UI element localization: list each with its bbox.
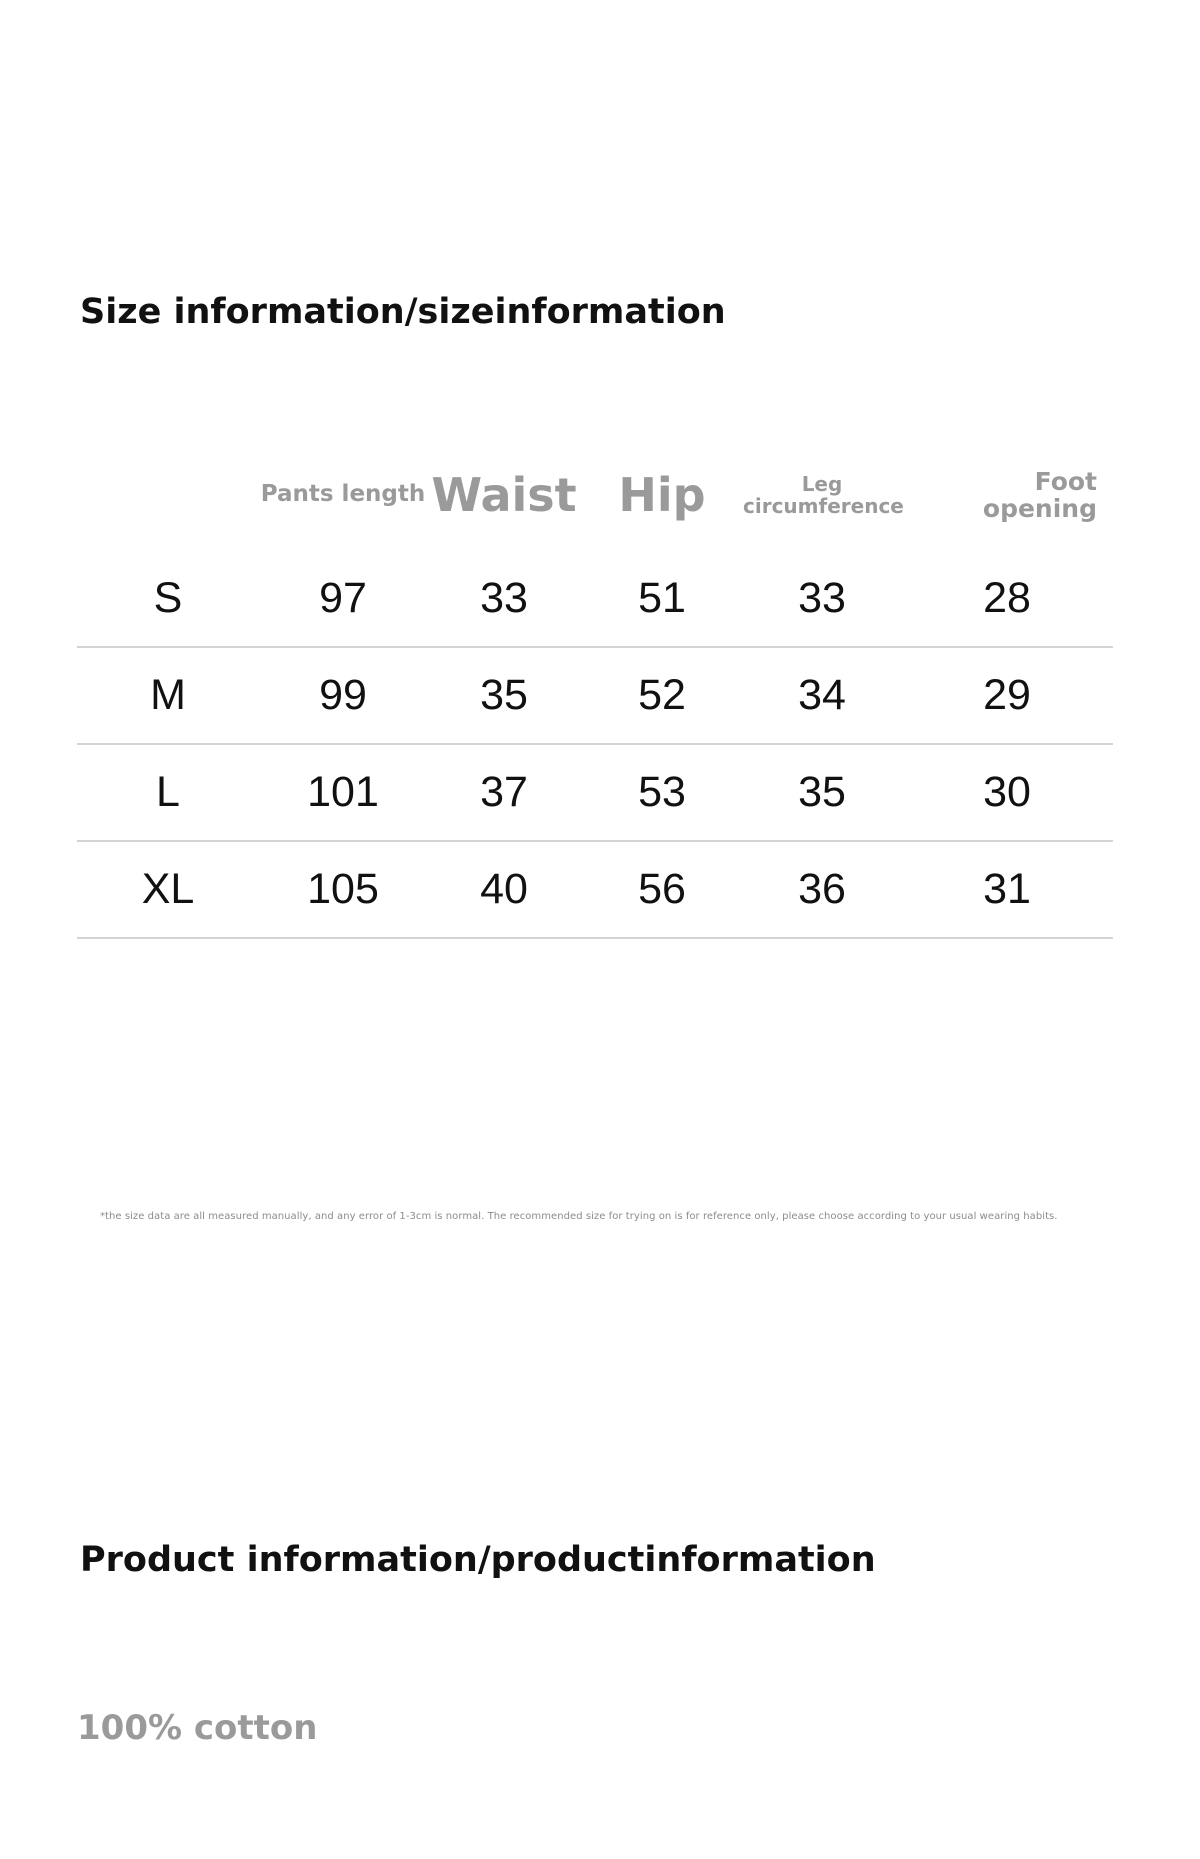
- cell-waist: 33: [427, 550, 581, 647]
- cell-foot-opening: 31: [901, 841, 1113, 938]
- header-foot-opening-line1: Foot: [1034, 466, 1097, 496]
- cell-size: L: [77, 744, 259, 841]
- cell-pants-length: 105: [259, 841, 427, 938]
- cell-hip: 56: [581, 841, 743, 938]
- table-row: [77, 550, 1113, 647]
- header-leg-circumference-line1: Leg: [801, 472, 843, 496]
- cell-waist: 37: [427, 744, 581, 841]
- cell-hip: 53: [581, 744, 743, 841]
- cell-foot-opening: 28: [901, 550, 1113, 647]
- cell-leg-circumference: 34: [743, 647, 901, 744]
- header-foot-opening-line2: opening: [982, 494, 1097, 523]
- header-leg-circumference: [743, 440, 904, 550]
- table-row: [77, 841, 1113, 938]
- table-row: [77, 744, 1113, 841]
- cell-size: XL: [77, 841, 259, 938]
- cell-hip: 52: [581, 647, 743, 744]
- header-foot-opening: [901, 440, 1113, 550]
- table-row: [77, 647, 1113, 744]
- cell-waist: 40: [427, 841, 581, 938]
- header-hip: Hip: [618, 467, 706, 522]
- cell-foot-opening: 30: [901, 744, 1113, 841]
- measurement-note: *the size data are all measured manually, and any error of 1-3cm is normal. The recommended size for trying on is for reference only, please choose according to your usual wearing habits.: [100, 1211, 1058, 1222]
- cell-foot-opening: 29: [901, 647, 1113, 744]
- header-waist: Waist: [431, 467, 577, 522]
- cell-leg-circumference: 35: [743, 744, 901, 841]
- header-size-empty: [77, 440, 259, 550]
- cell-size: S: [77, 550, 259, 647]
- cell-hip: 51: [581, 550, 743, 647]
- product-information-title: Product information/productinformation: [80, 1540, 876, 1580]
- size-table: [77, 440, 1113, 939]
- cell-waist: 35: [427, 647, 581, 744]
- header-pants-length: Pants length: [260, 481, 426, 508]
- cell-leg-circumference: 36: [743, 841, 901, 938]
- size-table-header-row: [77, 440, 1113, 550]
- cell-leg-circumference: 33: [743, 550, 901, 647]
- cell-pants-length: 97: [259, 550, 427, 647]
- size-information-title: Size information/sizeinformation: [80, 292, 726, 332]
- header-leg-circumference-line2: circumference: [743, 494, 904, 518]
- cell-pants-length: 101: [259, 744, 427, 841]
- material-text: 100% cotton: [77, 1708, 318, 1748]
- cell-size: M: [77, 647, 259, 744]
- cell-pants-length: 99: [259, 647, 427, 744]
